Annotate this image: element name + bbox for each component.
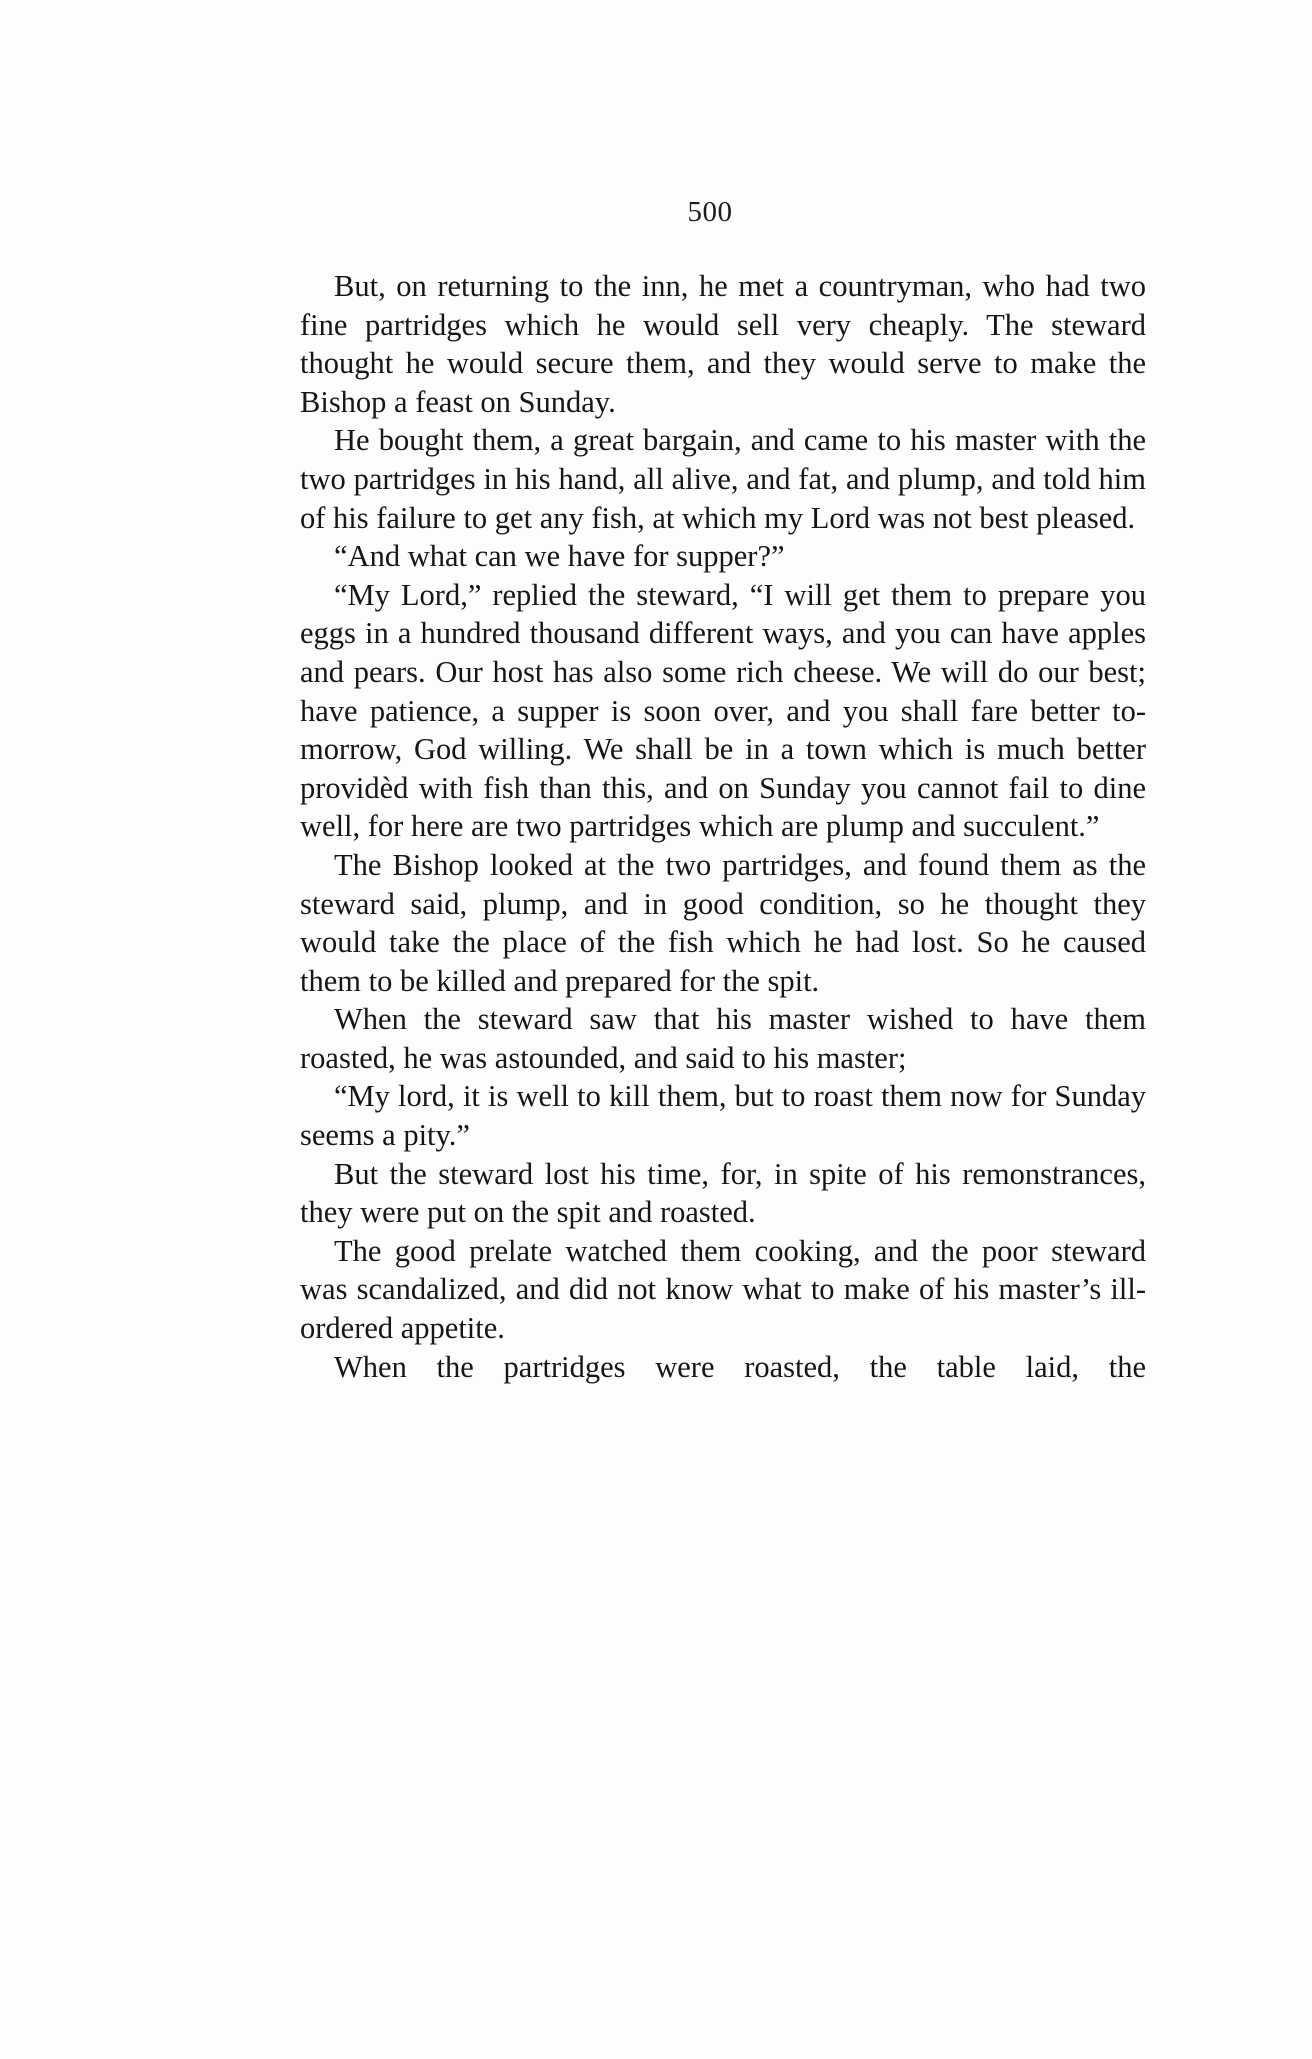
paragraph-2: He bought them, a great bargain, and came to his master with the two partridges in his hand, all alive, and fat, and plump, and told him of his failure to get any fish, at which my Lord was not best pleased. [300,423,1146,535]
paragraph-8: But the steward lost his time, for, in spite of his remonstrances, they were put on the spit and roasted. [300,1156,1146,1230]
paragraph-7: “My lord, it is well to kill them, but to roast them now for Sunday seems a pity.” [300,1079,1146,1153]
paragraph-5: The Bishop looked at the two partridges, and found them as the steward said, plump, and in good condition, so he thought they would take the place of the fish which he had lost. So he caused them to be killed and prepared for the spit. [300,847,1146,998]
paragraph-4: “My Lord,” replied the steward, “I will get them to prepare you eggs in a hundred thousand different ways, and you can have apples and pears. Our host has also some rich cheese. We will do our best; have patience, a supper is soon over, and you shall fare better to-morrow, God willing. We shall be in a town which is much better providèd with fish than this, and on Sunday you cannot fail to dine well, for here are two partridges which are plump and succulent.” [300,577,1146,844]
paragraph-10: When the partridges were roasted, the table laid, the [334,1349,1146,1384]
page-number: 500 [687,196,733,228]
paragraph-9: The good prelate watched them cooking, and the poor steward was scandalized, and did not know what to make of his master’s ill-ordered appetite. [300,1233,1146,1346]
paragraph-3: “And what can we have for supper?” [334,539,785,574]
paragraph-1: But, on returning to the inn, he met a countryman, who had two fine partridges which he would sell very cheaply. The steward thought he would secure them, and they would serve to make the Bishop a feast on Sunday. [300,269,1146,419]
paragraph-6: When the steward saw that his master wished to have them roasted, he was astounded, and said to his master; [300,1002,1146,1075]
body-text [300,267,1146,1386]
